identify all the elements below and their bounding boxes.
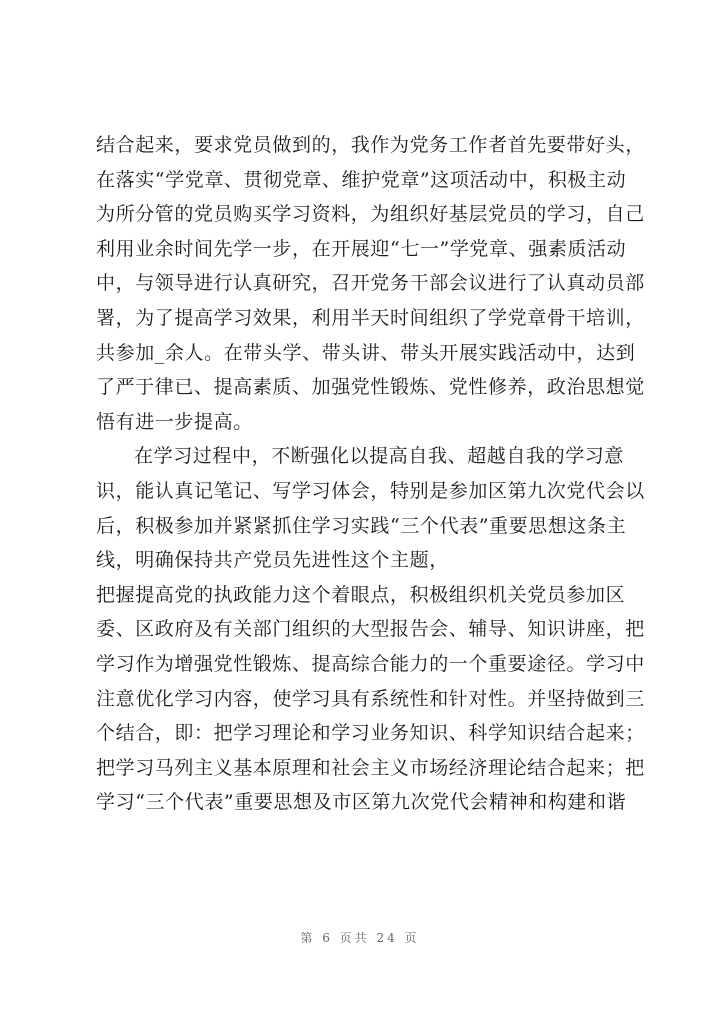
text-line: 学习作为增强党性锻炼、提高综合能力的一个重要途径。学习中 (96, 652, 645, 675)
text-line: 共参加_余人。在带头学、带头讲、带头开展实践活动中，达到 (96, 341, 636, 364)
text-line: 线，明确保持共产党员先进性这个主题， (96, 549, 449, 572)
text-line: 个结合，即：把学习理论和学习业务知识、科学知识结合起来； (96, 722, 645, 745)
paragraph-start-line: 在学习过程中，不断强化以提高自我、超越自我的学习意 (134, 445, 625, 468)
text-line: 署，为了提高学习效果，利用半天时间组织了学党章骨干培训， (96, 306, 645, 329)
text-line: 注意优化学习内容，使学习具有系统性和针对性。并坚持做到三 (96, 687, 645, 710)
text-line: 识，能认真记笔记、写学习体会，特别是参加区第九次党代会以 (96, 479, 645, 502)
text-line: 在落实“学党章、贯彻党章、维护党章”这项活动中，积极主动 (96, 168, 627, 191)
body-text (96, 128, 656, 820)
text-line: 结合起来，要求党员做到的，我作为党务工作者首先要带好头， (96, 134, 645, 156)
text-line: 把学习马列主义基本原理和社会主义市场经济理论结合起来；把 (96, 756, 645, 779)
text-line: 把握提高党的执政能力这个着眼点，积极组织机关党员参加区 (96, 583, 626, 606)
text-line: 为所分管的党员购买学习资料，为组织好基层党员的学习，自己 (96, 203, 645, 226)
text-line: 后，积极参加并紧紧抓住学习实践“三个代表”重要思想这条主 (96, 514, 627, 537)
text-line: 利用业余时间先学一步，在开展迎“七一”学党章、强素质活动 (96, 237, 627, 260)
page-number-footer: 第 6 页共 24 页 (300, 931, 420, 945)
text-line: 悟有进一步提高。 (96, 410, 253, 433)
text-line: 了严于律已、提高素质、加强党性锻炼、党性修养，政治思想觉 (96, 376, 645, 399)
text-line: 学习“三个代表”重要思想及市区第九次党代会精神和构建和谐 (96, 791, 627, 814)
text-line: 中，与领导进行认真研究，召开党务干部会议进行了认真动员部 (96, 272, 645, 295)
text-line: 委、区政府及有关部门组织的大型报告会、辅导、知识讲座，把 (96, 618, 645, 641)
